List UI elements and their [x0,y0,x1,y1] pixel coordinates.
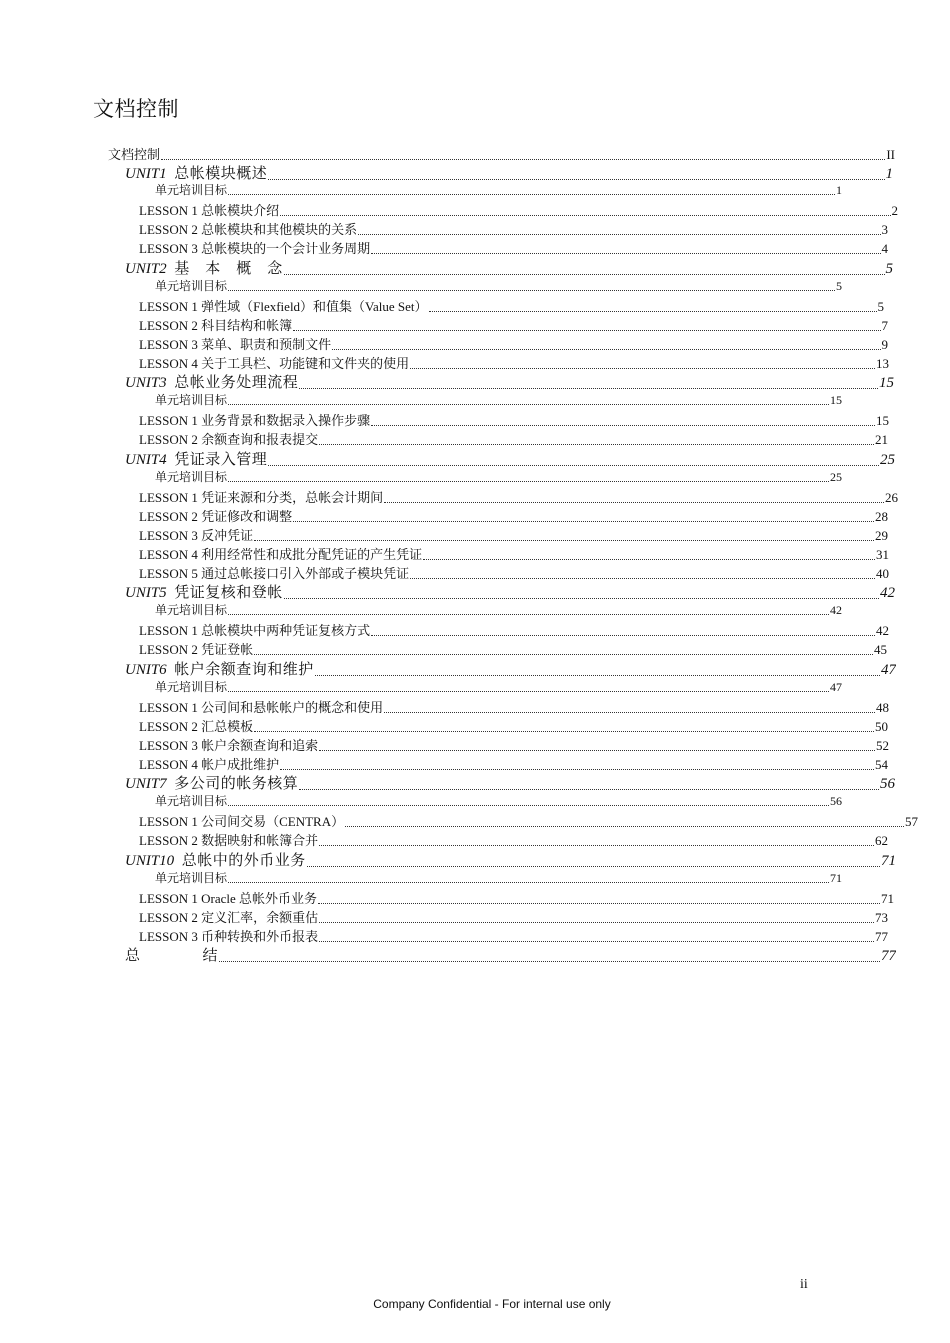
toc-entry-title [125,371,298,392]
toc-page-number: 40 [876,566,889,581]
toc-lesson-entry[interactable] [139,926,888,945]
toc-page-number: 13 [876,356,889,371]
toc-entry-text: LESSON 2 余额查询和报表提交 [139,432,319,447]
toc-entry-text: LESSON 1 总帐模块中两种凭证复核方式 [139,623,371,638]
toc-lesson-entry[interactable] [139,410,889,429]
toc-page-number: 4 [881,241,888,256]
toc-entry-text: 单元培训目标 [155,871,228,885]
toc-dot-leader [293,521,874,522]
toc-entry-text: LESSON 3 总帐模块的一个会计业务周期 [139,241,371,256]
toc-entry-title [155,468,227,485]
toc-page-number: 42 [876,623,889,638]
toc-entry-title [125,658,314,679]
toc-entry-text: LESSON 2 数据映射和帐簿合并 [139,833,319,848]
toc-entry-text: LESSON 2 定义汇率，余额重估 [139,910,319,925]
toc-unit-entry[interactable] [125,658,896,679]
toc-lesson-entry[interactable] [139,506,888,525]
toc-entry-text: 总帐模块概述 [174,166,268,182]
toc-lesson-entry[interactable] [139,238,888,257]
toc-dot-leader [410,578,875,579]
toc-dot-leader [228,882,829,883]
toc-dot-leader [319,941,874,942]
toc-page-number: 15 [830,393,842,407]
toc-dot-leader [284,598,879,599]
toc-dot-leader [319,750,875,751]
toc-unit-number: UNIT3 [125,375,167,391]
toc-lesson-entry[interactable] [139,353,889,372]
toc-entry-title [155,391,227,408]
toc-dot-leader [307,866,880,867]
toc-lesson-entry[interactable] [139,907,888,926]
toc-entry[interactable] [155,869,842,886]
toc-page-number: 1 [836,183,842,197]
toc-page-number: 25 [830,470,842,484]
toc-dot-leader [319,922,874,923]
toc-dot-leader [384,502,884,503]
toc-dot-leader [161,159,885,160]
toc-entry-text: LESSON 4 关于工具栏、功能键和文件夹的使用 [139,356,410,371]
toc-entry-text: LESSON 4 利用经常性和成批分配凭证的产生凭证 [139,547,423,562]
toc-lesson-entry[interactable] [139,620,889,639]
toc-dot-leader [254,731,874,732]
toc-unit-number: UNIT10 [125,853,175,869]
toc-dot-leader [268,179,884,180]
toc-dot-leader [371,425,875,426]
toc-entry-title [139,716,253,735]
toc-lesson-entry[interactable] [139,716,888,735]
footer-confidential: Company Confidential - For internal use only [373,1297,611,1311]
toc-entry-title [139,544,422,563]
toc-entry-title [125,772,298,793]
toc-dot-leader [254,654,873,655]
toc-dot-leader [268,465,879,466]
toc-page-number: 45 [874,642,887,657]
toc-page-number: 26 [885,490,898,505]
toc-page-number: 47 [830,680,842,694]
toc-page-number: 25 [880,452,895,468]
toc-dot-leader [228,290,835,291]
toc-unit-number: UNIT4 [125,452,167,468]
toc-page-number: 31 [876,547,889,562]
toc-entry-title [139,811,344,830]
toc-page-number: 5 [877,299,884,314]
toc-lesson-entry[interactable] [139,429,888,448]
toc-unit-number: UNIT6 [125,662,167,678]
toc-entry-text: LESSON 3 币种转换和外币报表 [139,929,319,944]
toc-page-number: 28 [875,509,888,524]
toc-entry-text: LESSON 2 汇总模板 [139,719,254,734]
toc-entry-title [155,277,227,294]
toc-dot-leader [410,368,875,369]
toc-dot-leader [429,311,877,312]
toc-entry-text: LESSON 2 凭证修改和调整 [139,509,293,524]
toc-entry[interactable] [155,792,842,809]
toc-entry-title [139,296,428,315]
toc-dot-leader [228,805,829,806]
toc-entry-text: LESSON 2 总帐模块和其他模块的关系 [139,222,358,237]
toc-unit-entry[interactable] [125,162,893,183]
toc-entry-text: LESSON 1 Oracle 总帐外币业务 [139,891,318,906]
toc-entry-text: LESSON 1 业务背景和数据录入操作步骤 [139,413,371,428]
toc-dot-leader [284,274,885,275]
toc-page-number: 1 [885,166,893,182]
toc-entry-title [155,792,227,809]
toc-entry-title [139,697,383,716]
toc-entry-title [139,219,357,238]
toc-entry-title [125,581,283,602]
toc-page-number: 5 [885,261,893,277]
toc-unit-entry[interactable] [125,944,896,965]
toc-dot-leader [315,675,880,676]
toc-lesson-entry[interactable] [139,811,918,830]
toc-unit-number: UNIT1 [125,166,167,182]
toc-entry[interactable] [155,391,842,408]
toc-dot-leader [345,826,904,827]
toc-entry-title [139,907,318,926]
toc-entry-title [125,162,267,183]
toc-page-number: 57 [905,814,918,829]
toc-entry[interactable] [155,601,842,618]
toc-entry-text: 凭证复核和登帐 [174,585,283,601]
toc-entry-title [155,601,227,618]
toc-page-number: 54 [875,757,888,772]
toc-entry-title [139,735,318,754]
toc-lesson-entry[interactable] [139,525,888,544]
toc-lesson-entry[interactable] [139,639,887,658]
toc-entry-text: LESSON 1 公司间和悬帐帐户的概念和使用 [139,700,384,715]
toc-entry-text: 单元培训目标 [155,603,228,617]
toc-page-number: 29 [875,528,888,543]
toc-dot-leader [371,253,880,254]
toc-lesson-entry[interactable] [139,697,889,716]
toc-entry-text: 总帐中的外币业务 [181,853,306,869]
toc-entry-text: LESSON 1 弹性域（Flexfield）和值集（Value Set） [139,299,428,314]
toc-dot-leader [299,789,879,790]
toc-unit-entry[interactable] [125,849,896,870]
toc-entry-text: 单元培训目标 [155,470,228,484]
toc-entry-text: 单元培训目标 [155,680,228,694]
toc-page-number: 71 [881,891,894,906]
toc-page-number: 77 [875,929,888,944]
toc-lesson-entry[interactable] [139,219,888,238]
toc-entry-title [139,563,409,582]
toc-dot-leader [280,769,874,770]
toc-entry-text: LESSON 3 反冲凭证 [139,528,254,543]
toc-entry[interactable] [155,468,842,485]
toc-dot-leader [423,559,875,560]
toc-lesson-entry[interactable] [139,200,898,219]
toc-entry[interactable] [155,678,842,695]
toc-page-number: 21 [875,432,888,447]
toc-page-number: 15 [879,375,894,391]
toc-entry-text: LESSON 1 凭证来源和分类，总帐会计期间 [139,490,384,505]
toc-entry-title [155,869,227,886]
toc-entry-title [108,144,160,163]
toc-entry-title [139,525,253,544]
toc-dot-leader [219,961,880,962]
toc-dot-leader [299,388,878,389]
toc-page-number: 42 [830,603,842,617]
toc-lesson-entry[interactable] [139,544,889,563]
toc-entry[interactable] [108,144,895,163]
toc-unit-number: UNIT5 [125,585,167,601]
toc-page-number: 2 [891,203,898,218]
toc-page-number: 56 [830,794,842,808]
toc-lesson-entry[interactable] [139,487,898,506]
toc-entry-title [139,754,279,773]
toc-dot-leader [228,194,835,195]
toc-dot-leader [319,444,874,445]
toc-page-number: 9 [881,337,888,352]
toc-entry-text: 总 结 [125,948,219,964]
toc-entry-text: LESSON 4 帐户成批维护 [139,757,280,772]
toc-entry-title [139,639,253,658]
toc-unit-entry[interactable] [125,581,895,602]
toc-unit-entry[interactable] [125,448,895,469]
toc-unit-number: UNIT2 [125,261,167,277]
toc-dot-leader [358,234,880,235]
toc-entry-title [139,334,331,353]
toc-dot-leader [318,903,880,904]
toc-page-number: 3 [881,222,888,237]
toc-entry-title [139,353,409,372]
toc-entry-title [125,849,306,870]
toc-page-number: 56 [880,776,895,792]
toc-page-number: 15 [876,413,889,428]
toc-entry-text: 文档控制 [108,147,161,162]
toc-dot-leader [228,404,829,405]
toc-entry-title [139,830,318,849]
toc-unit-entry[interactable] [125,257,893,278]
page-number: ii [800,1277,808,1292]
toc-entry-text: LESSON 3 菜单、职责和预制文件 [139,337,332,352]
page-heading: 文档控制 [93,97,179,121]
toc-page-number: 5 [836,279,842,293]
toc-dot-leader [319,845,874,846]
toc-entry-text: 多公司的帐务核算 [174,776,299,792]
toc-entry-text: 单元培训目标 [155,183,228,197]
toc-dot-leader [332,349,880,350]
toc-page-number: 42 [880,585,895,601]
toc-unit-entry[interactable] [125,371,894,392]
toc-page-number: 62 [875,833,888,848]
toc-entry-text: 基 本 概 念 [174,261,283,277]
toc-entry-title [155,181,227,198]
toc-entry-title [155,678,227,695]
toc-entry-title [139,238,370,257]
toc-entry-text: 凭证录入管理 [174,452,268,468]
toc-lesson-entry[interactable] [139,735,889,754]
toc-page-number: 48 [876,700,889,715]
toc-dot-leader [280,215,890,216]
toc-entry-text: LESSON 1 公司间交易（CENTRA） [139,814,345,829]
toc-page-number: 47 [881,662,896,678]
toc-lesson-entry[interactable] [139,888,894,907]
toc-entry-text: LESSON 1 总帐模块介绍 [139,203,280,218]
toc-page-number: 52 [876,738,889,753]
toc-entry-title [139,200,279,219]
toc-entry-title [125,944,218,965]
toc-entry-title [139,926,318,945]
toc-entry-title [139,888,317,907]
toc-entry-text: 单元培训目标 [155,794,228,808]
toc-entry-title [139,506,292,525]
toc-entry-text: LESSON 3 帐户余额查询和追索 [139,738,319,753]
toc-dot-leader [228,614,829,615]
toc-dot-leader [371,635,875,636]
toc-entry-title [139,429,318,448]
toc-lesson-entry[interactable] [139,563,889,582]
toc-entry-text: LESSON 2 科目结构和帐簿 [139,318,293,333]
toc-entry-text: LESSON 5 通过总帐接口引入外部或子模块凭证 [139,566,410,581]
toc-entry-title [139,315,292,334]
toc-entry-text: 总帐业务处理流程 [174,375,299,391]
toc-entry-text: 帐户余额查询和维护 [174,662,314,678]
toc-lesson-entry[interactable] [139,315,888,334]
toc-entry-title [139,410,370,429]
toc-lesson-entry[interactable] [139,754,888,773]
toc-page-number: 7 [881,318,888,333]
toc-entry-text: LESSON 2 凭证登帐 [139,642,254,657]
toc-entry-text: 单元培训目标 [155,279,228,293]
toc-page-number: 71 [830,871,842,885]
toc-entry-title [139,487,383,506]
toc-entry-title [125,448,267,469]
toc-page-number: II [886,147,895,162]
toc-page-number: 71 [881,853,896,869]
toc-entry[interactable] [155,277,842,294]
toc-dot-leader [384,712,875,713]
toc-unit-entry[interactable] [125,772,895,793]
toc-entry[interactable] [155,181,842,198]
toc-lesson-entry[interactable] [139,334,888,353]
toc-entry-title [125,257,283,278]
toc-unit-number: UNIT7 [125,776,167,792]
toc-page-number: 73 [875,910,888,925]
toc-dot-leader [228,691,829,692]
toc-lesson-entry[interactable] [139,296,884,315]
toc-dot-leader [293,330,880,331]
toc-entry-title [139,620,370,639]
toc-lesson-entry[interactable] [139,830,888,849]
toc-entry-text: 单元培训目标 [155,393,228,407]
toc-dot-leader [254,540,874,541]
toc-page-number: 77 [881,948,896,964]
toc-dot-leader [228,481,829,482]
toc-page-number: 50 [875,719,888,734]
